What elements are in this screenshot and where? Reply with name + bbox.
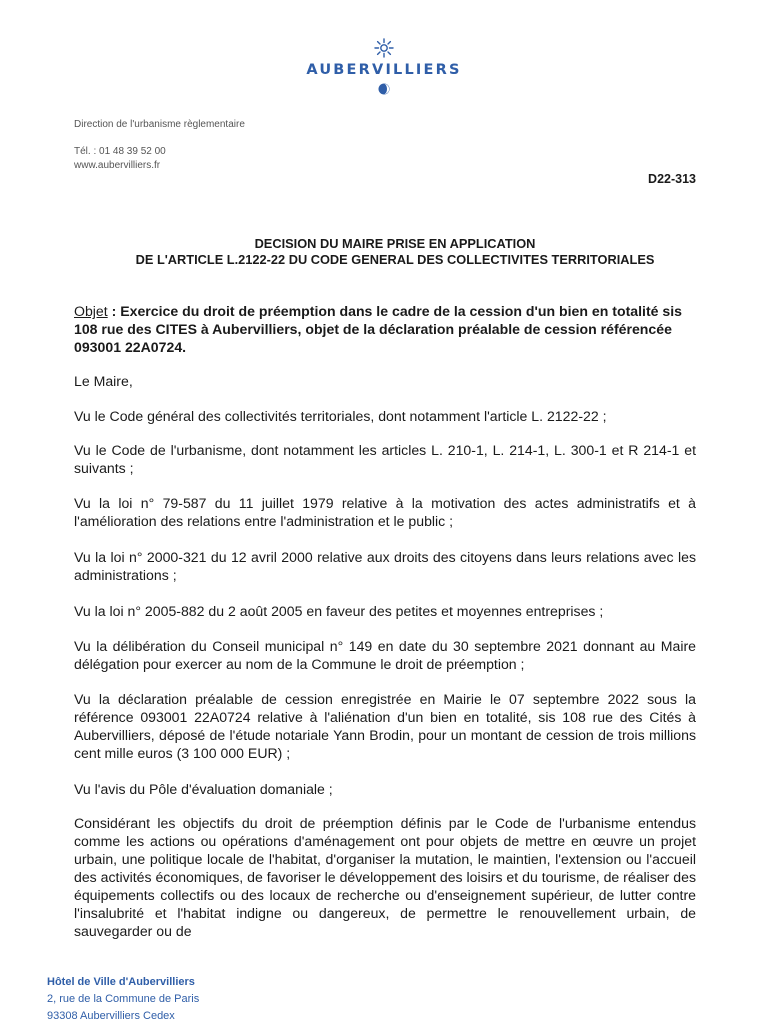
- footer-line-3: 93308 Aubervilliers Cedex: [47, 1010, 175, 1022]
- paragraph: [74, 494, 696, 530]
- footer-address: [47, 974, 199, 1025]
- city-logo: [0, 38, 768, 95]
- paragraph-text: Vu la délibération du Conseil municipal n° 149 en date du 30 septembre 2021 donnant au Maire délégation pour exercer au nom de la Commune le droit de préemption ;: [74, 638, 696, 672]
- title-line-1: DECISION DU MAIRE PRISE EN APPLICATION: [254, 236, 536, 251]
- paragraph-text: Vu la loi n° 2005-882 du 2 août 2005 en faveur des petites et moyennes entreprises ;: [74, 603, 604, 619]
- paragraph: [74, 548, 696, 584]
- moon-logo-icon: [378, 83, 390, 95]
- sun-logo-icon: [374, 38, 394, 58]
- paragraph-text: Vu la loi n° 2000-321 du 12 avril 2000 relative aux droits des citoyens dans leurs relations avec les administrations ;: [74, 549, 696, 583]
- decision-reference: D22-313: [648, 172, 696, 186]
- department-name: Direction de l'urbanisme règlementaire: [74, 119, 245, 130]
- objet-paragraph: [74, 302, 696, 356]
- objet-text: : Exercice du droit de préemption dans le cadre de la cession d'un bien en totalité sis 108 rue des CITES à Aubervilliers, objet de la déclaration préalable de cession référencée 093001 22A0724.: [74, 303, 682, 355]
- objet-label: Objet: [74, 303, 108, 319]
- paragraph: [74, 690, 696, 762]
- footer-line-1: Hôtel de Ville d'Aubervilliers: [47, 976, 195, 988]
- paragraph-text: Vu l'avis du Pôle d'évaluation domaniale ;: [74, 781, 333, 797]
- paragraph-text: Vu la déclaration préalable de cession enregistrée en Mairie le 07 septembre 2022 sous la référence 093001 22A0724 relative à l'aliénation d'un bien en totalité, sis 108 rue des Cités à Aubervilliers, déposé de l'étude notariale Yann Brodin, pour un montant de cession de trois millions cent mille euros (3 100 000 EUR) ;: [74, 691, 696, 761]
- paragraph-text: Le Maire,: [74, 373, 133, 389]
- paragraph: [74, 637, 696, 673]
- logo-wordmark: AUBERVILLIERS: [306, 62, 462, 78]
- paragraph: [74, 372, 696, 390]
- contact-block: [74, 145, 166, 173]
- paragraph: [74, 814, 696, 940]
- paragraph: [74, 407, 696, 425]
- decision-title: [60, 236, 730, 268]
- paragraph-text: Vu la loi n° 79-587 du 11 juillet 1979 relative à la motivation des actes administratifs et à l'amélioration des relations entre l'administration et le public ;: [74, 495, 696, 529]
- paragraph-text: Vu le Code de l'urbanisme, dont notamment les articles L. 210-1, L. 214-1, L. 300-1 et R 214-1 et suivants ;: [74, 442, 696, 476]
- website-link[interactable]: www.aubervilliers.fr: [74, 160, 161, 171]
- paragraph: [74, 780, 696, 798]
- paragraph: [74, 602, 696, 620]
- paragraph-text: Considérant les objectifs du droit de préemption définis par le Code de l'urbanisme entendus comme les actions ou opérations d'aménagement ont pour objets de mettre en œuvre un projet urbain, une politique locale de l'habitat, d'organiser la mutation, le maintien, l'extension ou l'accueil des activités économiques, de favoriser le développement des loisirs et du tourisme, de réaliser des équipements collectifs ou des locaux de recherche ou d'enseignement supérieur, de lutter contre l'insalubrité et l'habitat indigne ou dangereux, de permettre le renouvellement urbain, de sauvegarder ou de: [74, 815, 697, 939]
- paragraph-text: Vu le Code général des collectivités territoriales, dont notamment l'article L. 2122-22 ;: [74, 408, 607, 424]
- phone-number: Tél. : 01 48 39 52 00: [74, 146, 166, 157]
- footer-line-2: 2, rue de la Commune de Paris: [47, 993, 200, 1005]
- title-line-2: DE L'ARTICLE L.2122-22 DU CODE GENERAL DES COLLECTIVITES TERRITORIALES: [135, 252, 655, 267]
- paragraph: [74, 441, 696, 477]
